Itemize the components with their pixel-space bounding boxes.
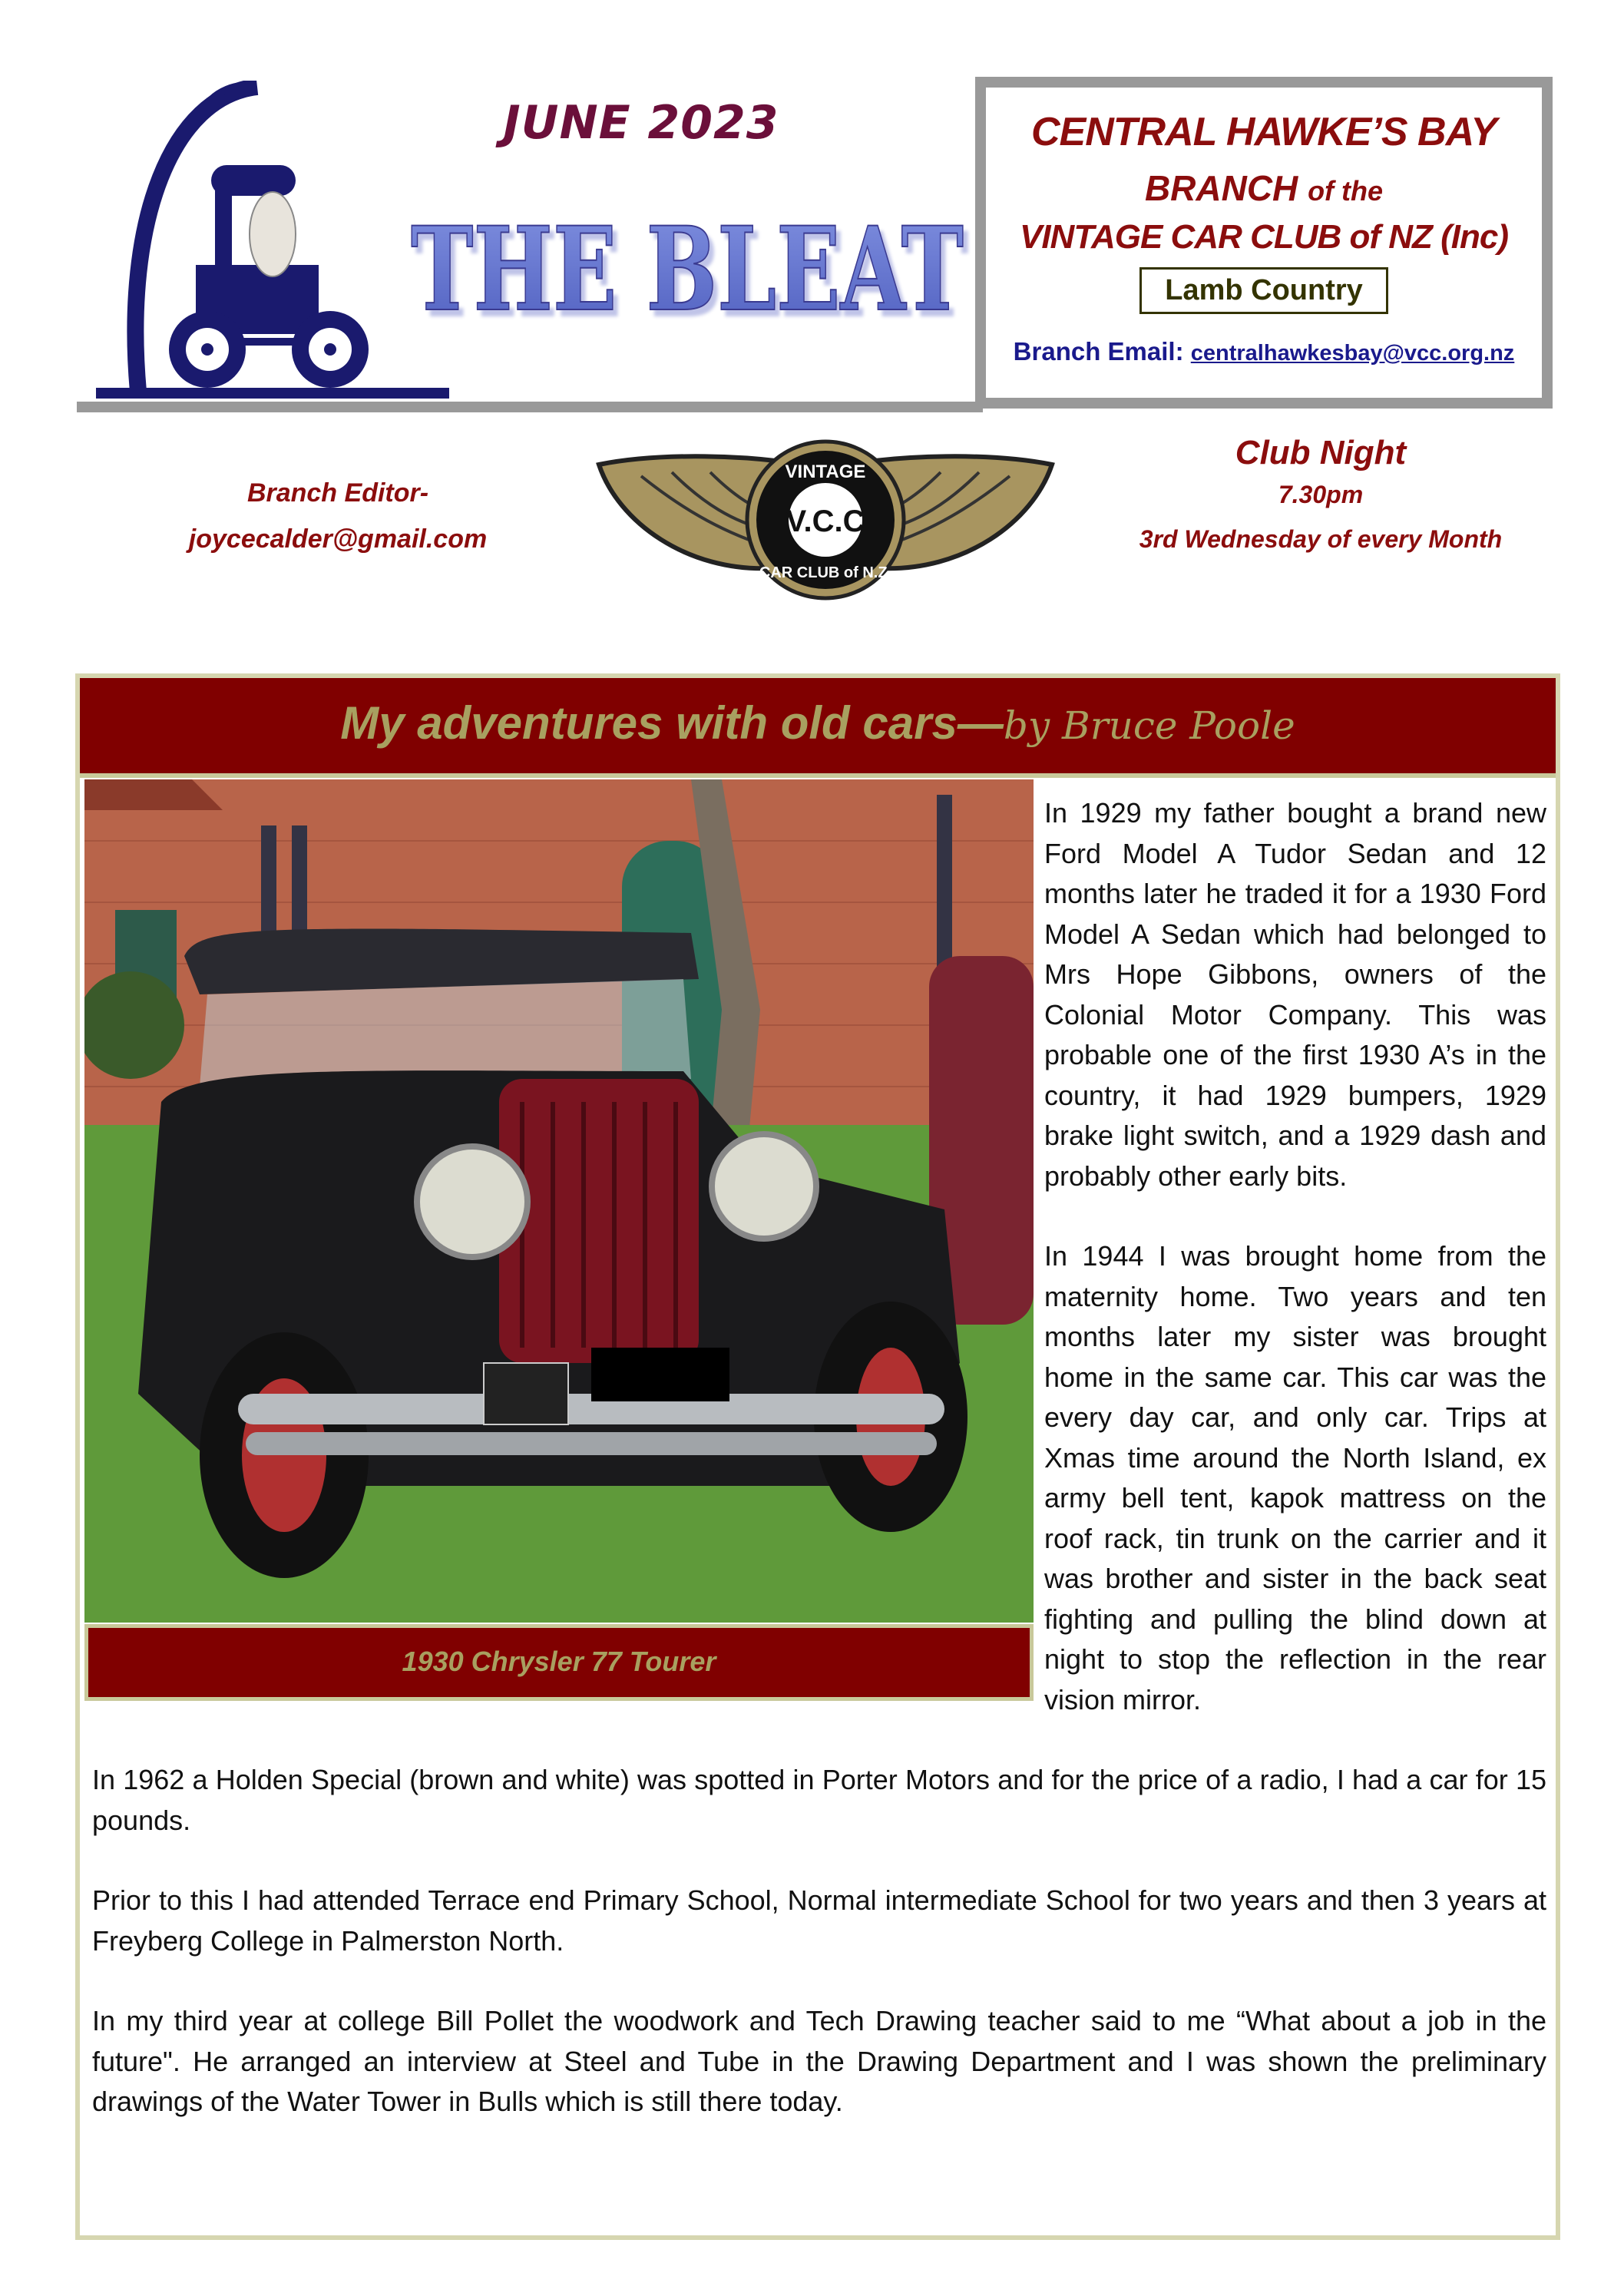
branch-label: BRANCH [1144, 168, 1298, 208]
issue-date: JUNE 2023 [503, 96, 779, 150]
photo-caption: 1930 Chrysler 77 Tourer [84, 1624, 1034, 1701]
club-name: VINTAGE CAR CLUB of NZ (Inc) [1019, 218, 1509, 256]
branch-suffix: of the [1308, 175, 1384, 207]
article-paragraph: In 1929 my father bought a brand new Ford Model A Tudor Sedan and 12 months later he traded it for a 1930 Ford Model A Sedan which had belonged to Mrs Hope Gibbons, owners of the Colonial Motor Company. This was probable one of the first 1930 A’s in the country, it had 1929 bumpers, 1929 brake light switch, and a 1929 dash and probably other early bits. [1044, 797, 1546, 1192]
branch-editor [138, 470, 537, 562]
article-paragraph: In 1962 a Holden Special (brown and white) was spotted in Porter Motors and for the price of a radio, I had a car for 15 pounds. [92, 1764, 1546, 1836]
logo-text-top: VINTAGE [785, 462, 866, 482]
email-label: Branch Email: [1013, 337, 1184, 366]
branch-email-line [986, 337, 1542, 366]
article-body [84, 779, 1546, 2162]
editor-email[interactable]: joycecalder@gmail.com [188, 524, 488, 554]
club-night-time: 7.30pm [1278, 481, 1364, 508]
article [75, 673, 1560, 2240]
article-figure [84, 779, 1034, 1701]
article-paragraph: In my third year at college Bill Pollet the woodwork and Tech Drawing teacher said to me “What about a job in the future". He arranged an interview at Steel and Tube in the Drawing Department and I was shown the preliminary drawings of the Water Tower in Bulls which is still there today. [92, 2005, 1546, 2117]
branch-line [986, 167, 1542, 209]
branch-info-box [975, 77, 1553, 409]
club-night-title: Club Night [1235, 434, 1407, 471]
header-divider [77, 402, 983, 412]
article-paragraph: In 1944 I was brought home from the maternity home. Two years and ten months later my sister was brought home in the same car. This car was the every day car, and only car. Trips at Xmas time around the North Island, ex army bell tent, kapok mattress on the roof rack, tin trunk on the carrier and it was brother and sister in the back seat fighting and pulling the blind down at night to stop the reflection in the rear vision mirror. [1044, 1240, 1546, 1715]
tagline-badge: Lamb Country [1139, 267, 1388, 314]
logo-text-center: V.C.C [786, 505, 865, 538]
vcc-wings-logo-icon [595, 438, 1056, 603]
article-byline: by Bruce Poole [1003, 703, 1295, 748]
club-night-info [1090, 434, 1551, 561]
branch-name: CENTRAL HAWKE’S BAY [1031, 110, 1497, 154]
newsletter-title [399, 196, 975, 326]
article-title-bar [80, 678, 1556, 778]
article-title: My adventures with old cars— [340, 697, 1004, 749]
car-photo [84, 779, 1034, 1623]
newsletter-title-text: THE BLEAT [411, 202, 964, 326]
logo-text-bottom: CAR CLUB of N.Z. [759, 564, 892, 581]
editor-label: Branch Editor- [246, 478, 429, 508]
article-paragraph: Prior to this I had attended Terrace end Primary School, Normal intermediate School for two years and then 3 years at Freyberg College in Palmerston North. [92, 1884, 1546, 1957]
branch-email-link[interactable]: centralhawkesbay@vcc.org.nz [1190, 341, 1515, 366]
club-night-schedule: 3rd Wednesday of every Month [1139, 525, 1503, 553]
